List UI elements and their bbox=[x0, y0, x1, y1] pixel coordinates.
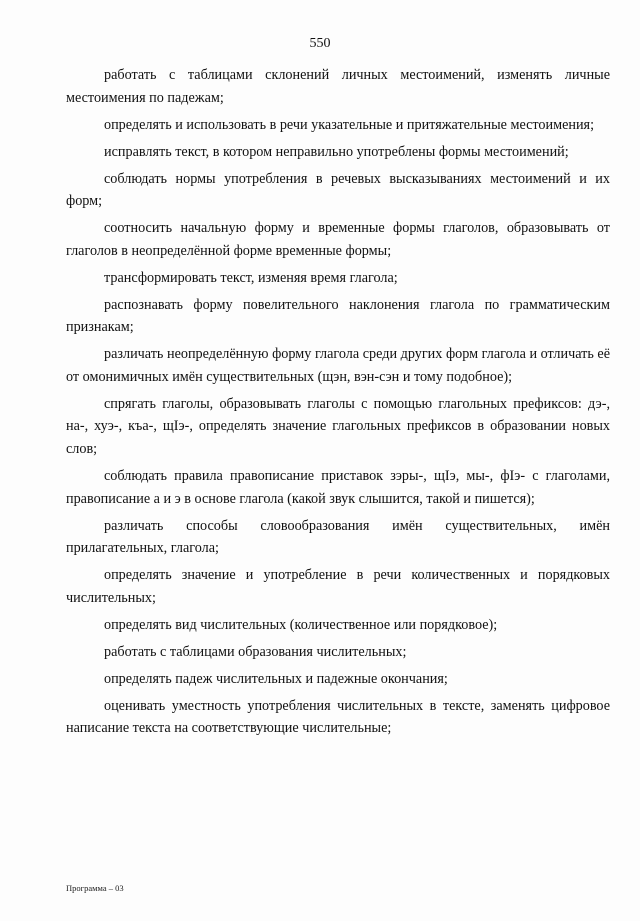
paragraph: работать с таблицами образования числительных; bbox=[104, 643, 407, 660]
page-content bbox=[66, 64, 610, 744]
paragraph: соблюдать нормы употребления в речевых высказываниях местоимений и их форм; bbox=[66, 170, 610, 210]
paragraph: определять вид числительных (количественное или порядковое); bbox=[104, 616, 498, 633]
paragraph: оценивать уместность употребления числительных в тексте, заменять цифровое написание текста на соответствующие числительные; bbox=[66, 697, 610, 737]
paragraph: спрягать глаголы, образовывать глаголы с помощью глагольных префиксов: дэ-, на-, хуэ-, къа-, щIэ-, определять значение глагольных префиксов в образовании новых слов; bbox=[66, 395, 610, 458]
paragraph: соотносить начальную форму и временные формы глаголов, образовывать от глаголов в неопределённой форме временные формы; bbox=[66, 220, 610, 259]
paragraph: работать с таблицами склонений личных местоимений, изменять личные местоимения по падежам; bbox=[66, 67, 610, 106]
paragraph: различать способы словообразования имён существительных, имён прилагательных, глагола; bbox=[66, 517, 610, 557]
paragraph: определять значение и употребление в речи количественных и порядковых числительных; bbox=[66, 567, 610, 606]
paragraph: определять и использовать в речи указательные и притяжательные местоимения; bbox=[104, 116, 595, 133]
paragraph: различать неопределённую форму глагола среди других форм глагола и отличать её от омонимичных имён существительных (щэн, вэн-сэн и тому подобное); bbox=[66, 346, 610, 385]
paragraph: определять падеж числительных и падежные окончания; bbox=[104, 670, 448, 687]
paragraph: распознавать форму повелительного наклонения глагола по грамматическим признакам; bbox=[66, 296, 610, 336]
paragraph: трансформировать текст, изменяя время глагола; bbox=[104, 269, 398, 286]
paragraph: исправлять текст, в котором неправильно употреблены формы местоимений; bbox=[104, 143, 569, 160]
page-number: 550 bbox=[309, 36, 331, 51]
footer-label: Программа – 03 bbox=[66, 883, 124, 893]
paragraph: соблюдать правила правописание приставок зэры-, щIэ, мы-, фIэ- с глаголами, правописание а и э в основе глагола (какой звук слышится, такой и пишется); bbox=[66, 468, 610, 507]
